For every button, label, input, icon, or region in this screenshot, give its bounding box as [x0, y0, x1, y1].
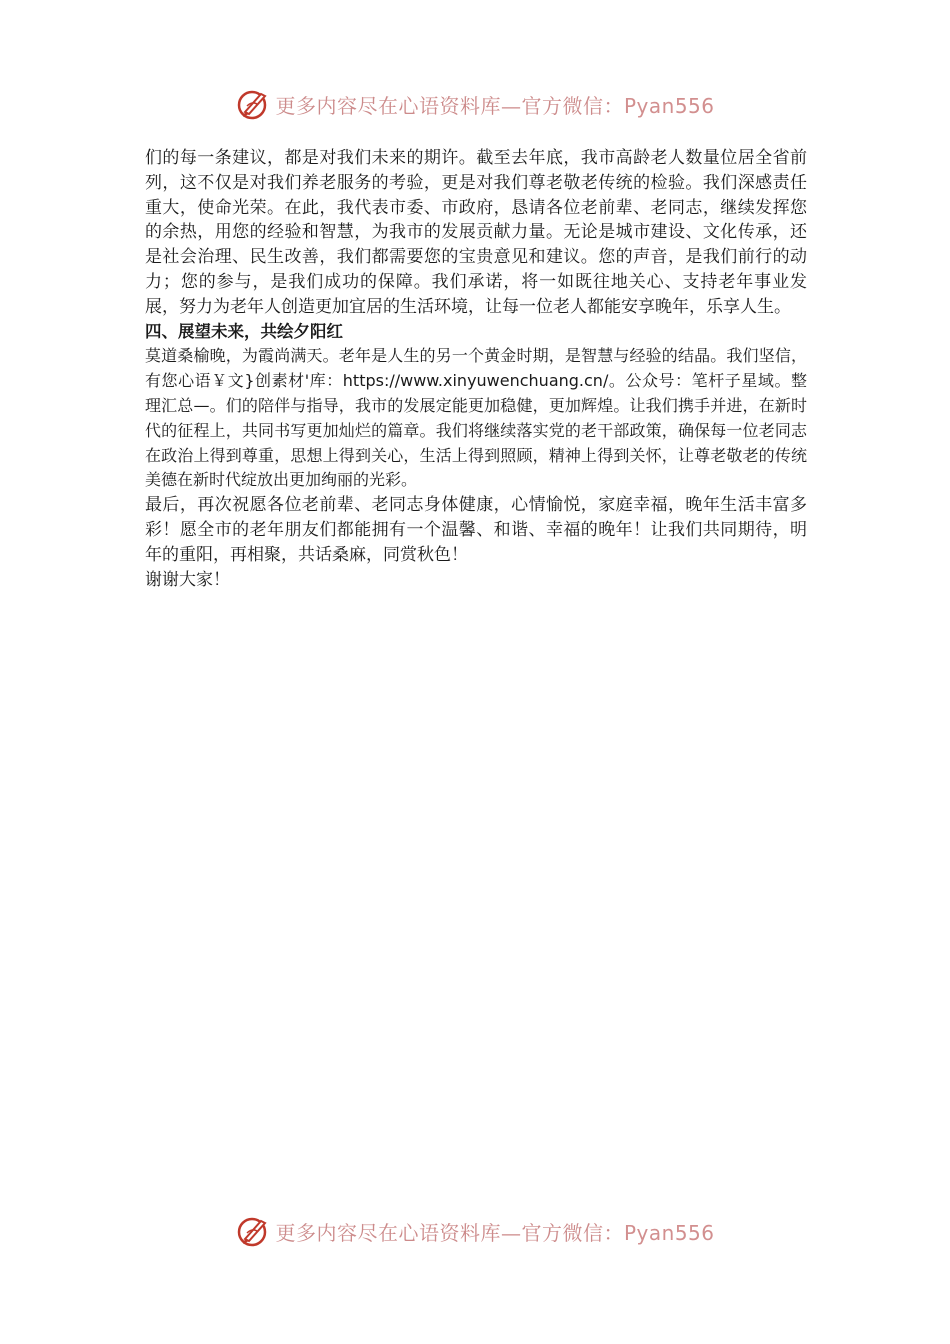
footer-wechat-id: Pyan556	[623, 1220, 715, 1245]
pen-logo-icon	[235, 86, 271, 122]
header-brand-text: 更多内容尽在心语资料库—官方微信：	[275, 93, 624, 118]
document-body	[145, 146, 807, 592]
pen-logo-icon	[235, 1213, 271, 1249]
header-wechat-id: Pyan556	[623, 93, 715, 118]
body-paragraph-3: 最后，再次祝愿各位老前辈、老同志身体健康，心情愉悦，家庭幸福，晚年生活丰富多彩！愿全市的老年朋友们都能拥有一个温馨、和谐、幸福的晚年！让我们共同期待，明年的重阳，再相聚，共话桑麻，同赏秋色！	[145, 495, 807, 565]
body-paragraph-1: 们的每一条建议，都是对我们未来的期许。截至去年底，我市高龄老人数量位居全省前列，这不仅是对我们养老服务的考验，更是对我们尊老敬老传统的检验。我们深感责任重大，使命光荣。在此，我代表市委、市政府，恳请各位老前辈、老同志，继续发挥您的余热，用您的经验和智慧，为我市的发展贡献力量。无论是城市建设、文化传承，还是社会治理、民生改善，我们都需要您的宝贵意见和建议。您的声音，是我们前行的动力；您的参与，是我们成功的保障。我们承诺，将一如既往地关心、支持老年事业发展，努力为老年人创造更加宜居的生活环境，让每一位老人都能安享晚年，乐享人生。	[145, 148, 807, 317]
header-banner-text	[275, 90, 714, 119]
header-banner	[0, 84, 950, 124]
footer-banner	[0, 1211, 950, 1251]
footer-banner-text	[275, 1217, 714, 1246]
footer-brand-text: 更多内容尽在心语资料库—官方微信：	[275, 1220, 624, 1245]
section-heading: 四、展望未来，共绘夕阳红	[145, 321, 343, 341]
closing-line: 谢谢大家！	[145, 569, 230, 590]
body-paragraph-2: 莫道桑榆晚，为霞尚满天。老年是人生的另一个黄金时期，是智慧与经验的结晶。我们坚信，有您心语￥文}创素材'库：https://www.xinyuwenchuang.cn/。公众号：笔杆子星域。整理汇总—。们的陪伴与指导，我市的发展定能更加稳健，更加辉煌。让我们携手并进，在新时代的征程上，共同书写更加灿烂的篇章。我们将继续落实党的老干部政策，确保每一位老同志在政治上得到尊重，思想上得到关心，生活上得到照顾，精神上得到关怀，让尊老敬老的传统美德在新时代绽放出更加绚丽的光彩。	[145, 346, 807, 490]
